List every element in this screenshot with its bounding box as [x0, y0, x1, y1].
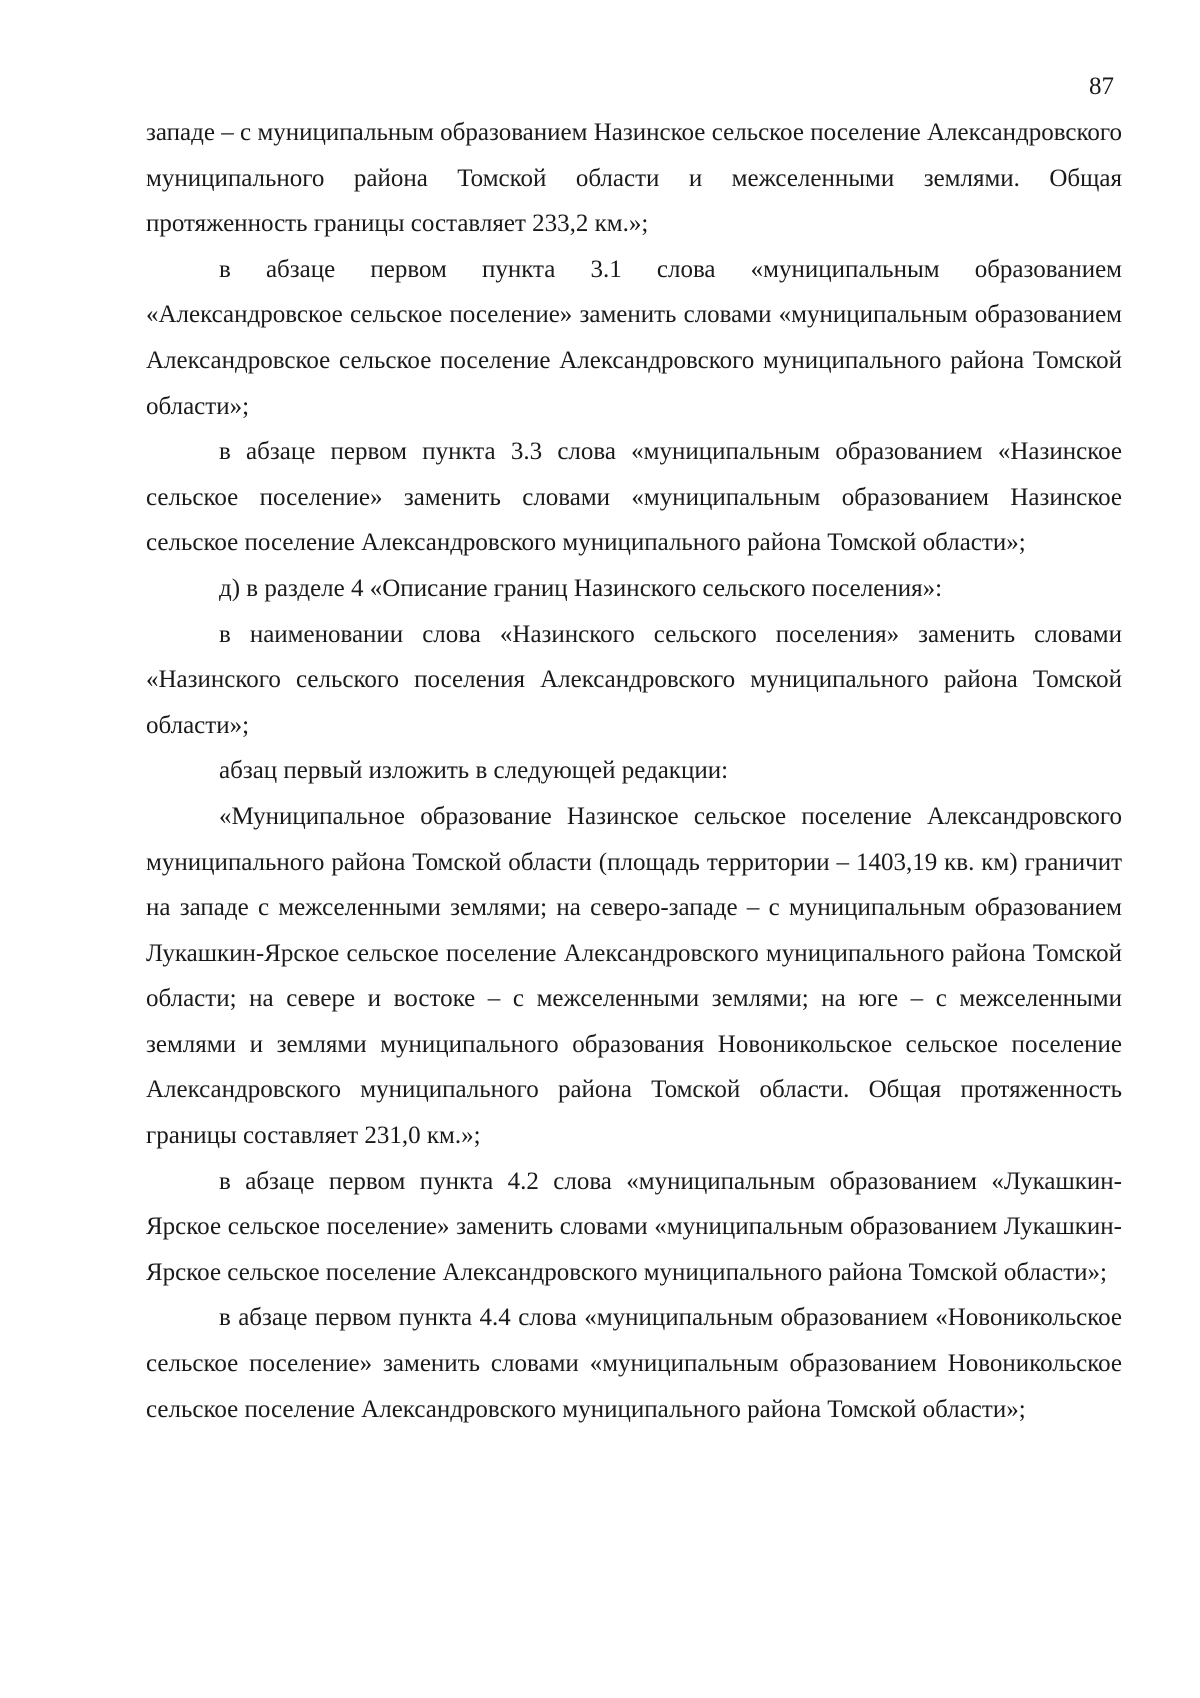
paragraph-section-4-name: в наименовании слова «Назинского сельского поселения» заменить словами «Назинского сельского поселения Александровского муниципального района Томской области»;: [146, 620, 1122, 739]
paragraph-section-4-heading: д) в разделе 4 «Описание границ Назинского сельского поселения»:: [219, 574, 943, 602]
page-number: 87: [1089, 73, 1114, 100]
document-body: [146, 110, 1122, 1432]
paragraph-item-4-2: в абзаце первом пункта 4.2 слова «муниципальным образованием «Лукашкин-Ярское сельское поселение» заменить словами «муниципальным образованием Лукашкин-Ярское сельское поселение Александровского муниципального района Томской области»;: [146, 1167, 1122, 1286]
paragraph-new-wording: «Муниципальное образование Назинское сельское поселение Александровского муниципального района Томской области (площадь территории – 1403,19 кв. км) граничит на западе с межселенными землями; на северо-западе – с муниципальным образованием Лукашкин-Ярское сельское поселение Александровского муниципального района Томской области; на севере и востоке – с межселенными землями; на юге – с межселенными землями и землями муниципального образования Новоникольское сельское поселение Александровского муниципального района Томской области. Общая протяженность границы составляет 231,0 км.»;: [146, 802, 1122, 1150]
paragraph-item-4-4: в абзаце первом пункта 4.4 слова «муниципальным образованием «Новоникольское сельское поселение» заменить словами «муниципальным образованием Новоникольское сельское поселение Александровского муниципального района Томской области»;: [146, 1304, 1122, 1423]
paragraph-item-3-3: в абзаце первом пункта 3.3 слова «муниципальным образованием «Назинское сельское поселение» заменить словами «муниципальным образованием Назинское сельское поселение Александровского муниципального района Томской области»;: [146, 438, 1122, 557]
paragraph-item-3-1: в абзаце первом пункта 3.1 слова «муниципальным образованием «Александровское сельское поселение» заменить словами «муниципальным образованием Александровское сельское поселение Александровского муниципального района Томской области»;: [146, 255, 1122, 420]
paragraph-continuation: западе – с муниципальным образованием Назинское сельское поселение Александровского муниципального района Томской области и межселенными землями. Общая протяженность границы составляет 233,2 км.»;: [146, 119, 1122, 238]
paragraph-first-paragraph-note: абзац первый изложить в следующей редакции:: [219, 757, 729, 785]
